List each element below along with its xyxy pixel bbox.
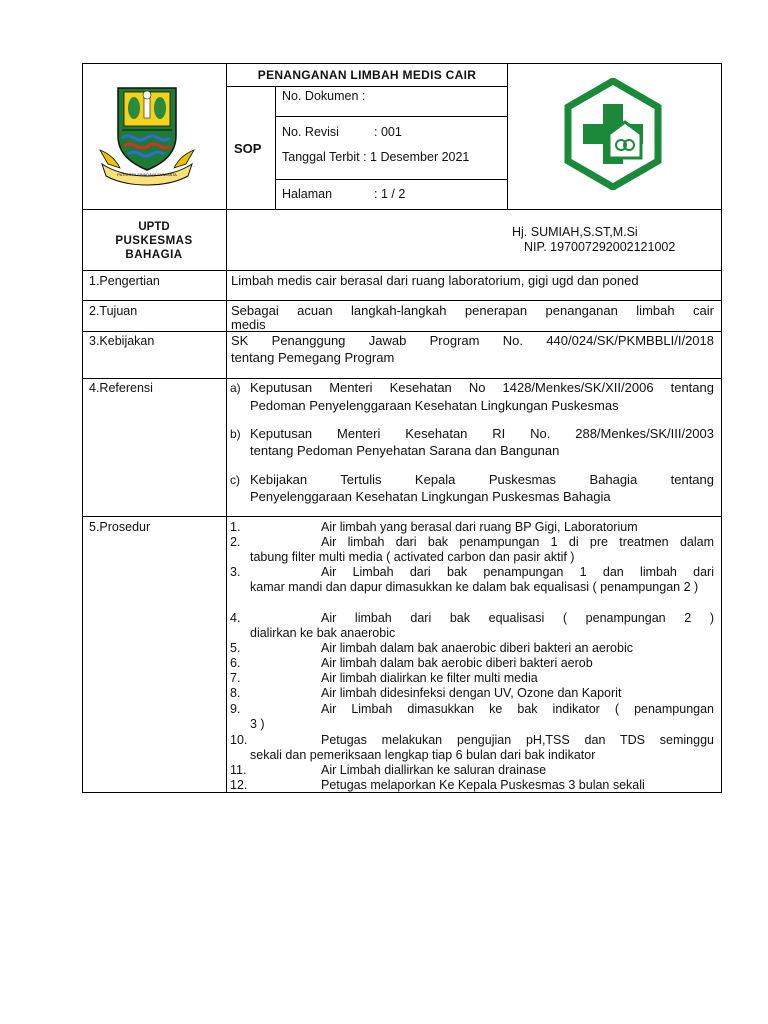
- border-bottom: [82, 792, 722, 793]
- divider: [226, 63, 227, 793]
- step-continuation: tabung filter multi media ( activated carbon dan pasir aktif ): [250, 550, 575, 564]
- tujuan-line2: medis: [231, 317, 266, 332]
- divider: [82, 270, 722, 271]
- step-text: Air limbah dalam bak aerobic diberi bakteri aerob: [321, 656, 593, 670]
- pengertian-text: Limbah medis cair berasal dari ruang laboratorium, gigi ugd dan poned: [231, 273, 639, 288]
- org-name-line1: UPTD: [138, 221, 170, 233]
- step-number: 8.: [230, 686, 241, 700]
- step-text: Air Limbah dimasukkan ke bak indikator ( penampungan: [321, 702, 714, 716]
- step-number: 6.: [230, 656, 241, 670]
- divider: [507, 63, 508, 209]
- step-text: Air Limbah dari bak penampungan 1 dan limbah dari: [321, 565, 714, 579]
- logo-motto: PATRIOTA SWADAYA SUMMATA: [117, 172, 177, 177]
- regency-logo: [96, 84, 198, 188]
- step-number: 3.: [230, 565, 241, 579]
- step-number: 7.: [230, 671, 241, 685]
- puskesmas-logo: [563, 78, 663, 190]
- step-number: 4.: [230, 611, 241, 625]
- kebijakan-line1: SK Penanggung Jawab Program No. 440/024/SK/PKMBBLI/I/2018: [231, 333, 714, 348]
- divider: [82, 378, 722, 379]
- referensi-marker: b): [230, 427, 241, 441]
- step-continuation: sekali dan pemeriksaan lengkap tiap 6 bulan dari bak indikator: [250, 748, 596, 762]
- divider: [275, 116, 508, 117]
- referensi-line2: tentang Pedoman Penyehatan Sarana dan Bangunan: [250, 443, 560, 458]
- org-name-line3: BAHAGIA: [125, 249, 183, 261]
- step-text: Petugas melaporkan Ke Kepala Puskesmas 3 bulan sekali: [321, 778, 645, 792]
- section-label-tujuan: 2.Tujuan: [89, 304, 138, 318]
- section-label-prosedur: 5.Prosedur: [89, 520, 151, 534]
- border-right: [721, 63, 722, 793]
- no-revisi-value: : 001: [374, 125, 402, 139]
- org-name-line2: PUSKESMAS: [115, 235, 193, 247]
- divider: [82, 300, 722, 301]
- border-top: [82, 63, 722, 64]
- step-number: 10.: [230, 733, 248, 747]
- kebijakan-line2: tentang Pemegang Program: [231, 350, 395, 365]
- signer-nip: NIP. 197007292002121002: [524, 240, 676, 254]
- step-continuation: kamar mandi dan dapur dimasukkan ke dalam bak equalisasi ( penampungan 2 ): [250, 580, 699, 594]
- divider: [275, 179, 508, 180]
- step-number: 12.: [230, 778, 248, 792]
- document-title: PENANGANAN LIMBAH MEDIS CAIR: [257, 68, 477, 82]
- section-label-kebijakan: 3.Kebijakan: [89, 334, 155, 348]
- step-continuation: dialirkan ke bak anaerobic: [250, 626, 396, 640]
- step-text: Air limbah dialirkan ke filter multi media: [321, 671, 538, 685]
- step-number: 11.: [230, 763, 247, 777]
- referensi-line2: Penyelenggaraan Kesehatan Lingkungan Puskesmas Bahagia: [250, 489, 611, 504]
- halaman-value: : 1 / 2: [374, 187, 406, 201]
- no-dokumen-label: No. Dokumen :: [282, 89, 366, 103]
- step-text: Air Limbah diallirkan ke saluran drainase: [321, 763, 547, 777]
- step-number: 2.: [230, 535, 241, 549]
- section-label-pengertian: 1.Pengertian: [89, 274, 160, 288]
- referensi-line1: Keputusan Menteri Kesehatan RI No. 288/Menkes/SK/III/2003: [250, 426, 714, 441]
- sop-label: SOP: [234, 141, 262, 156]
- step-text: Air limbah dalam bak anaerobic diberi bakteri an aerobic: [321, 641, 633, 655]
- divider: [275, 86, 276, 209]
- referensi-line1: Keputusan Menteri Kesehatan No 1428/Menkes/SK/XII/2006 tentang: [250, 380, 714, 395]
- step-text: Air limbah dari bak penampungan 1 di pre treatmen dalam: [321, 535, 714, 549]
- section-label-referensi: 4.Referensi: [89, 381, 153, 395]
- divider: [226, 86, 508, 87]
- referensi-marker: c): [230, 473, 240, 487]
- step-continuation: 3 ): [250, 717, 265, 731]
- signer-name: Hj. SUMIAH,S.ST,M.Si: [512, 225, 638, 239]
- halaman-label: Halaman: [282, 187, 333, 201]
- step-text: Air limbah dari bak equalisasi ( penampungan 2 ): [321, 611, 714, 625]
- referensi-line2: Pedoman Penyelenggaraan Kesehatan Lingkungan Puskesmas: [250, 398, 619, 413]
- tanggal-terbit: Tanggal Terbit : 1 Desember 2021: [282, 150, 470, 164]
- divider: [82, 209, 722, 210]
- step-number: 9.: [230, 702, 241, 716]
- step-number: 1.: [230, 520, 241, 534]
- step-text: Petugas melakukan pengujian pH,TSS dan TDS seminggu: [321, 733, 714, 747]
- tujuan-line1: Sebagai acuan langkah-langkah penerapan penanganan limbah cair: [231, 303, 714, 318]
- step-text: Air limbah didesinfeksi dengan UV, Ozone dan Kaporit: [321, 686, 622, 700]
- puskesmas-cross-icon: [563, 78, 663, 190]
- step-number: 5.: [230, 641, 241, 655]
- border-left: [82, 63, 83, 793]
- divider: [82, 331, 722, 332]
- referensi-marker: a): [230, 381, 241, 395]
- referensi-line1: Kebijakan Tertulis Kepala Puskesmas Bahagia tentang: [250, 472, 714, 487]
- step-text: Air limbah yang berasal dari ruang BP Gigi, Laboratorium: [321, 520, 638, 534]
- no-revisi-label: No. Revisi: [282, 125, 339, 139]
- divider: [82, 516, 722, 517]
